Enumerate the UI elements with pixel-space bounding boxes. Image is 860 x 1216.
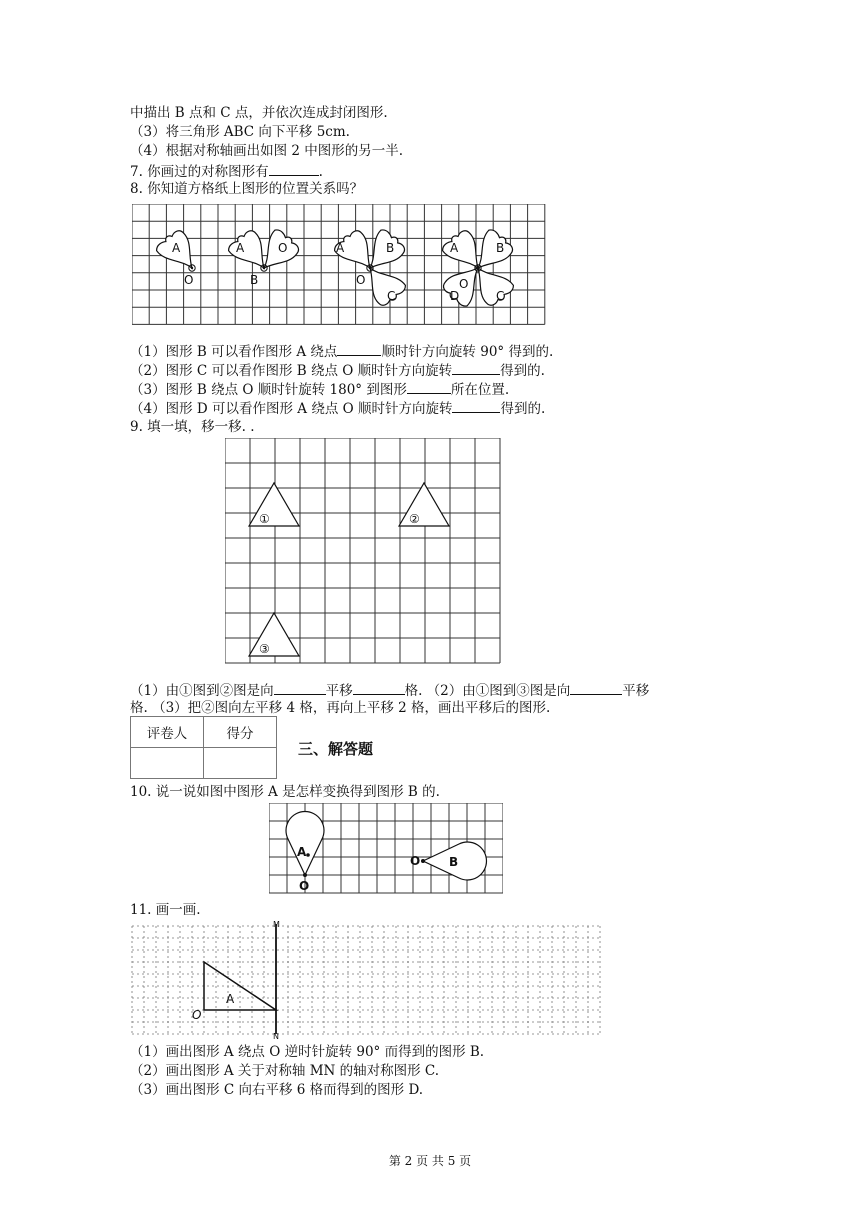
- q9-sub-1: [130, 680, 649, 700]
- q11-sub-2: （2）画出图形 A 关于对称轴 MN 的轴对称图形 C.: [130, 1063, 440, 1079]
- q7-end: .: [318, 164, 323, 180]
- q9-sub-1-move: 平移: [325, 683, 353, 699]
- question-11-title: 11. 画一画.: [130, 902, 201, 918]
- score-table: [130, 716, 277, 779]
- triangle-1-label: ①: [259, 512, 270, 526]
- q8-label: O: [278, 241, 288, 255]
- q8-label: B: [496, 241, 505, 255]
- question-10-title: 10. 说一说如图中图形 A 是怎样变换得到图形 B 的.: [130, 784, 440, 800]
- q8-petals: [154, 227, 516, 309]
- pivot-point: [477, 267, 479, 269]
- q8-sub-4: [130, 398, 545, 418]
- score-cell[interactable]: [204, 748, 277, 779]
- q8-label: A: [450, 241, 459, 255]
- pivot-point: [369, 267, 371, 269]
- score-header: 得分: [204, 717, 277, 748]
- q8-sub-1: [130, 341, 553, 361]
- q8-sub-3-blank[interactable]: [407, 379, 451, 394]
- q8-flower-figure: [132, 204, 546, 338]
- q8-label: B: [386, 241, 395, 255]
- shape-a: [286, 812, 324, 875]
- q8-sub-1-end: 顺时针方向旋转 90° 得到的.: [381, 344, 554, 360]
- q9-count-blank-1[interactable]: [353, 680, 405, 695]
- label-m: M: [273, 920, 280, 929]
- q8-sub-2-end: 得到的.: [500, 363, 545, 379]
- q8-sub-4-blank[interactable]: [452, 398, 500, 413]
- triangle-2: [399, 483, 449, 526]
- point-o-a: [303, 873, 307, 877]
- q8-label: D: [450, 289, 460, 303]
- triangle-2-label: ②: [409, 512, 420, 526]
- q8-label: O: [459, 277, 469, 291]
- page-footer: 第 2 页 共 5 页: [388, 1154, 472, 1168]
- triangle-3-label: ③: [259, 642, 270, 656]
- point-a: [306, 853, 310, 857]
- label-o-a: O: [299, 879, 310, 893]
- question-9-title: 9. 填一填，移一移. .: [130, 419, 255, 435]
- q8-label: C: [387, 289, 396, 303]
- label-o: O: [192, 1008, 202, 1022]
- text-line-2: （3）将三角形 ABC 向下平移 5cm.: [130, 124, 350, 140]
- q8-sub-2-blank[interactable]: [452, 360, 500, 375]
- q8-sub-2: [130, 360, 545, 380]
- q9-sub-1-text: （1）由①图到②图是向: [130, 683, 274, 699]
- triangle-3: [249, 613, 299, 656]
- label-b: B: [449, 855, 459, 869]
- point-o-b: [421, 859, 425, 863]
- label-a: A: [226, 992, 235, 1006]
- q8-label: O: [356, 273, 366, 287]
- q9-sub-2-move: 平移: [622, 683, 650, 699]
- q8-sub-1-text: （1）图形 B 可以看作图形 A 绕点: [130, 344, 338, 360]
- q8-sub-1-blank[interactable]: [337, 341, 381, 356]
- q8-label: O: [184, 273, 194, 287]
- q11-sub-1: （1）画出图形 A 绕点 O 逆时针旋转 90° 而得到的图形 B.: [130, 1044, 485, 1060]
- q8-sub-4-end: 得到的.: [500, 401, 546, 417]
- grader-cell[interactable]: [131, 748, 204, 779]
- text-line-1: 中描出 B 点和 C 点，并依次连成封闭图形.: [130, 105, 388, 121]
- text-line-3: （4）根据对称轴画出如图 2 中图形的另一半.: [130, 143, 404, 159]
- q8-label: A: [172, 241, 181, 255]
- q8-sub-3-end: 所在位置.: [450, 382, 510, 398]
- q9-direction-blank-1[interactable]: [274, 680, 326, 695]
- q8-label: A: [336, 241, 345, 255]
- section-title: 三、解答题: [298, 740, 374, 758]
- q8-label: C: [496, 289, 505, 303]
- q9-triangle-figure: [225, 438, 502, 678]
- q8-label: A: [236, 241, 245, 255]
- q8-sub-3: [130, 379, 509, 399]
- pivot-point: [191, 267, 193, 269]
- grader-header: 评卷人: [131, 717, 204, 748]
- q9-sub-2-text: 格. （2）由①图到③图是向: [404, 683, 571, 699]
- label-a: A: [297, 845, 307, 859]
- q11-dotted-grid: [132, 926, 600, 1034]
- pivot-point: [263, 267, 265, 269]
- q9-sub-3: 格. （3）把②图向左平移 4 格，再向上平移 2 格，画出平移后的图形.: [130, 700, 551, 716]
- q8-sub-4-text: （4）图形 D 可以看作图形 A 绕点 O 顺时针方向旋转: [130, 401, 453, 417]
- q7-answer-blank[interactable]: [269, 161, 319, 176]
- q9-direction-blank-2[interactable]: [570, 680, 622, 695]
- question-8-title: 8. 你知道方格纸上图形的位置关系吗？: [130, 181, 364, 197]
- q11-sub-3: （3）画出图形 C 向右平移 6 格而得到的图形 D.: [130, 1082, 424, 1098]
- question-7: [130, 161, 323, 181]
- q7-text: 7. 你画过的对称图形有: [130, 164, 269, 180]
- q8-label: B: [250, 273, 259, 287]
- label-o-b: O: [410, 854, 421, 868]
- q8-sub-2-text: （2）图形 C 可以看作图形 B 绕点 O 顺时针方向旋转: [130, 363, 453, 379]
- q11-figure: [130, 918, 602, 1040]
- q10-figure: [269, 803, 503, 899]
- triangle-1: [249, 483, 299, 526]
- q8-sub-3-text: （3）图形 B 绕点 O 顺时针旋转 180° 到图形: [130, 382, 407, 398]
- label-n: N: [273, 1032, 279, 1040]
